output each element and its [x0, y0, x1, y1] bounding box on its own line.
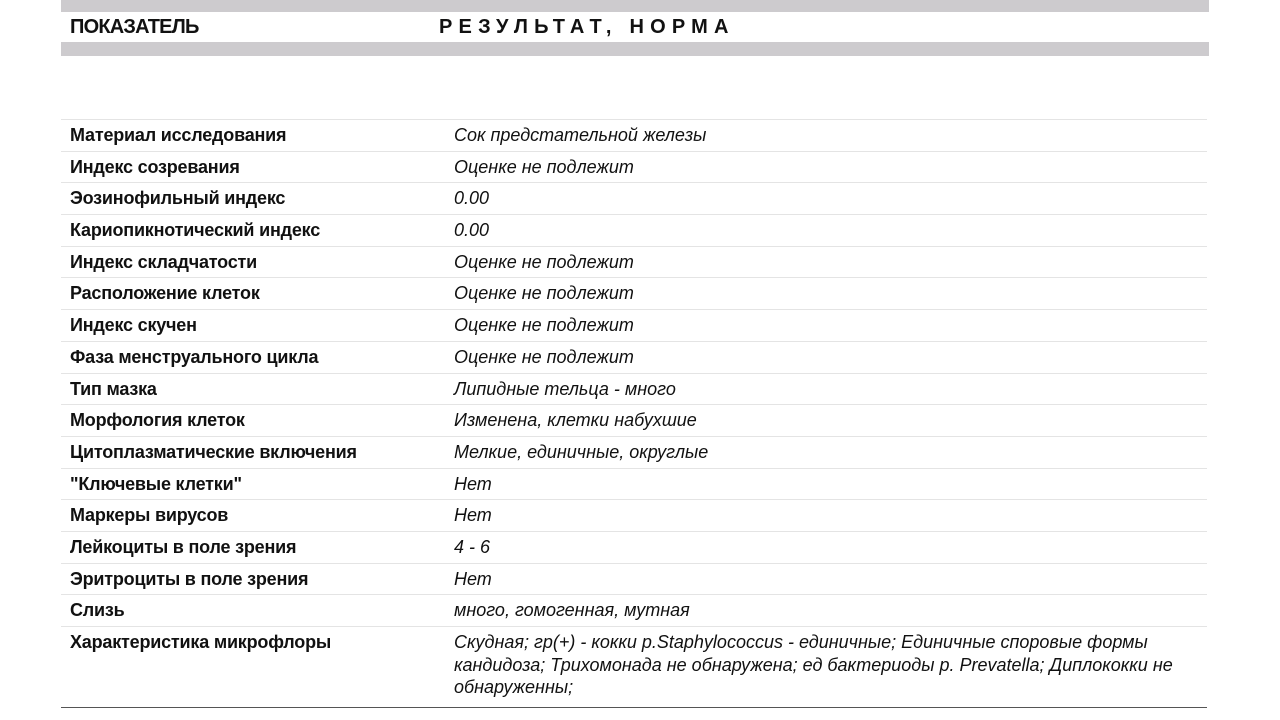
table-row: [61, 310, 1207, 342]
row-value: Изменена, клетки набухшие: [454, 410, 697, 431]
row-value: 0.00: [454, 188, 490, 209]
row-label: Маркеры вирусов: [70, 505, 229, 526]
row-value: Скудная; гр(+) - кокки р.Staphylococcus - единичные; Единичные споровые формы кандидоза; Трихомонада не обнаружена; ед бактериоды р. Prevatella; Диплококки не обнаруженны;: [454, 632, 1173, 697]
table-row: [61, 120, 1207, 152]
table-row: [61, 342, 1207, 374]
row-value: Нет: [454, 568, 492, 589]
table-row: [61, 532, 1207, 564]
row-value: Оценке не подлежит: [454, 315, 634, 336]
row-label: Кариопикнотический индекс: [70, 220, 321, 241]
table-row: [61, 595, 1207, 627]
row-value: 0.00: [454, 220, 490, 241]
header-bottom-band: [61, 42, 1209, 56]
row-label: Фаза менструального цикла: [70, 346, 319, 367]
header-top-band: [61, 0, 1209, 12]
row-value: Оценке не подлежит: [454, 283, 634, 304]
row-value: Липидные тельца - много: [454, 378, 676, 399]
row-label: Характеристика микрофлоры: [70, 632, 332, 652]
table-row: [61, 152, 1207, 184]
row-value: Нет: [454, 473, 492, 494]
table-row: [61, 215, 1207, 247]
row-label: Индекс складчатости: [70, 251, 258, 272]
row-label: Материал исследования: [70, 125, 287, 145]
row-label: Эозинофильный индекс: [70, 188, 286, 209]
header-indicator: ПОКАЗАТЕЛЬ: [70, 16, 199, 38]
table-row: [61, 374, 1207, 406]
row-value: Оценке не подлежит: [454, 156, 634, 177]
row-value: Нет: [454, 505, 492, 526]
row-label: Лейкоциты в поле зрения: [70, 536, 297, 557]
table-row: [61, 183, 1207, 215]
row-label: Морфология клеток: [70, 410, 245, 431]
row-value: Мелкие, единичные, округлые: [454, 441, 709, 462]
row-label: "Ключевые клетки": [70, 473, 242, 494]
row-label: Тип мазка: [70, 378, 157, 399]
results-table: [61, 119, 1207, 708]
table-row: [61, 405, 1207, 437]
row-value: Оценке не подлежит: [454, 251, 634, 272]
row-label: Индекс созревания: [70, 156, 240, 177]
header-result: РЕЗУЛЬТАТ, НОРМА: [439, 16, 735, 38]
table-row: [61, 247, 1207, 279]
row-value: Сок предстательной железы: [454, 125, 707, 145]
row-label: Цитоплазматические включения: [70, 441, 357, 462]
table-row: [61, 627, 1207, 708]
row-value: 4 - 6: [454, 536, 491, 557]
row-label: Индекс скучен: [70, 315, 197, 336]
row-value: Оценке не подлежит: [454, 346, 634, 367]
row-value: много, гомогенная, мутная: [454, 600, 690, 621]
table-row: [61, 469, 1207, 501]
table-row: [61, 564, 1207, 596]
table-row: [61, 500, 1207, 532]
row-label: Эритроциты в поле зрения: [70, 568, 309, 589]
table-header: [61, 12, 1209, 42]
row-label: Слизь: [70, 600, 125, 621]
table-row: [61, 278, 1207, 310]
row-label: Расположение клеток: [70, 283, 260, 304]
table-row: [61, 437, 1207, 469]
